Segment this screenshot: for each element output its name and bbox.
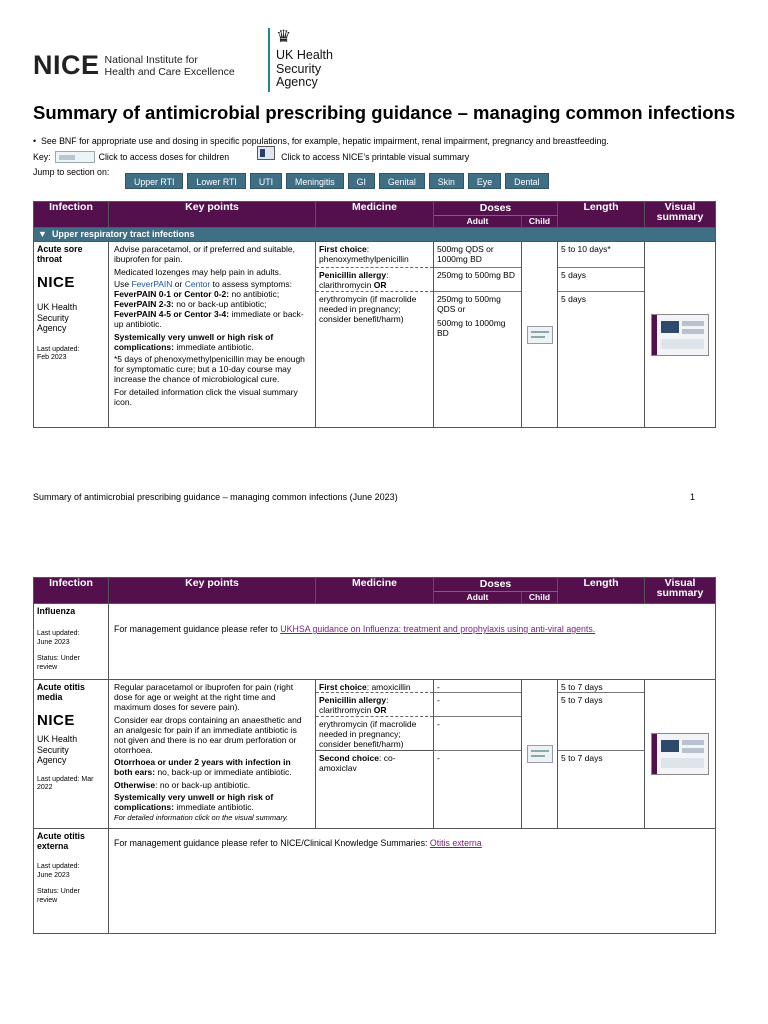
course-length: 5 to 10 days* [558, 242, 644, 268]
medicine-name: : clarithromycin [319, 270, 389, 290]
agency-line3: Agency [37, 323, 67, 333]
medicine-label: Second choice [319, 753, 379, 763]
ukhsa-agency-text [37, 734, 105, 766]
key-point [114, 780, 310, 790]
nav-skin-button[interactable]: Skin [429, 173, 464, 189]
infection-cell [34, 242, 109, 428]
guidance-reference-text: For management guidance please refer to NICE/Clinical Knowledge Summaries: [114, 838, 430, 848]
nav-upper-rti-button[interactable]: Upper RTI [125, 173, 183, 189]
medicine-option [316, 693, 433, 717]
infection-name [37, 831, 105, 851]
infection-name-line1: Acute otitis [37, 682, 85, 692]
infection-name-line1: Acute sore [37, 244, 83, 254]
medicine-cell [316, 680, 434, 829]
guidance-reference-text: For management guidance please refer to [114, 624, 281, 634]
medicine-name: : amoxicillin [366, 682, 411, 692]
key-point-text: no, back-up or immediate antibiotic. [155, 767, 292, 777]
nice-small-logo: NICE [37, 712, 75, 729]
last-updated [37, 863, 105, 880]
key-point-text: or [172, 279, 185, 289]
nav-eye-button[interactable]: Eye [468, 173, 501, 189]
last-updated-date: 2022 [37, 784, 53, 791]
last-updated-date: Feb 2023 [37, 354, 67, 361]
header-adult: Adult [434, 216, 522, 228]
adult-dose: - [434, 717, 521, 751]
table-row-otitis-media [34, 680, 716, 829]
header-medicine: Medicine [316, 578, 434, 604]
table-row-sore-throat [34, 242, 716, 428]
medicine-option [316, 680, 433, 693]
review-status-line1: Status: Under [37, 888, 80, 895]
infection-name-line2: media [37, 692, 63, 702]
last-updated-label: Last updated: [37, 630, 80, 637]
medicine-or: OR [373, 280, 387, 290]
table-row-otitis-externa [34, 829, 716, 934]
guidance-table-1 [33, 201, 716, 428]
medicine-label: Penicillin allergy [319, 270, 387, 280]
header-visual-summary [645, 202, 716, 228]
review-status-line1: Status: Under [37, 655, 80, 662]
key-point: For detailed information click the visual summary icon. [114, 386, 298, 407]
nice-subtitle-line2: Health and Care Excellence [104, 65, 235, 78]
medicine-label: Penicillin allergy [319, 695, 387, 705]
nice-logo [33, 50, 235, 81]
adult-dose [434, 292, 521, 340]
medicine-label: First choice [319, 244, 367, 254]
nav-dental-button[interactable]: Dental [505, 173, 548, 189]
infection-cell [34, 604, 109, 680]
nice-logo-text: NICE [33, 50, 100, 80]
infection-name-line1: Acute otitis [37, 831, 85, 841]
header-child: Child [522, 592, 558, 604]
child-doses-icon[interactable] [527, 326, 553, 344]
key-point-bold: Systemically very unwell or high risk of complications: [114, 792, 274, 812]
ukhsa-logo-bar [268, 28, 270, 92]
centor-link[interactable]: Centor [184, 279, 211, 289]
key-point-bold: FeverPAIN 4-5 or Centor 3-4: [114, 309, 230, 319]
key-children-text: Click to access doses for children [98, 152, 230, 162]
last-updated [37, 630, 105, 647]
ukhsa-logo [268, 28, 333, 92]
last-updated-label: Last updated: [37, 863, 80, 870]
nice-subtitle-line1: National Institute for [104, 53, 198, 66]
course-length: 5 to 7 days [558, 693, 644, 751]
adult-dose-cell [434, 242, 522, 428]
table-row-influenza [34, 604, 716, 680]
last-updated [37, 776, 105, 793]
nav-uti-button[interactable]: UTI [250, 173, 282, 189]
child-dose-cell [522, 242, 558, 428]
key-point-text: Use [114, 279, 132, 289]
key-point-bold: FeverPAIN 2-3: [114, 299, 174, 309]
ukhsa-line2: Security [276, 61, 322, 76]
key-points-cell [109, 680, 316, 829]
agency-line1: UK Health [37, 302, 78, 312]
header-infection: Infection [34, 578, 109, 604]
medicine-or: OR [373, 705, 387, 715]
key-point: Medicated lozenges may help pain in adults. [114, 266, 282, 277]
key-point-text: to assess symptoms: [210, 279, 292, 289]
header-doses: Doses [434, 202, 558, 216]
review-status-line2: review [37, 896, 58, 904]
key-label: Key: [33, 152, 51, 162]
adult-dose: - [437, 753, 440, 763]
agency-line2: Security [37, 312, 69, 323]
infection-cell [34, 680, 109, 829]
visual-summary-cell [645, 680, 716, 829]
key-point: For detailed information click on the visual summary. [114, 813, 289, 822]
course-length: 5 days [561, 294, 587, 304]
nav-meningitis-button[interactable]: Meningitis [286, 173, 344, 189]
visual-summary-thumbnail-icon[interactable] [651, 314, 709, 356]
header-medicine: Medicine [316, 202, 434, 228]
bnf-note: • See BNF for appropriate use and dosing in specific populations, for example, hepatic impairment, renal impairment, pregnancy and breastfeeding. [33, 136, 609, 146]
infection-name: Influenza [37, 606, 76, 616]
infection-name [37, 244, 105, 264]
key-point [114, 289, 310, 329]
section-nav [125, 173, 549, 189]
agency-line2: Security [37, 744, 69, 755]
child-doses-thumbnail-icon [55, 151, 95, 163]
child-dose-cell [522, 680, 558, 829]
course-length: 5 to 7 days [558, 680, 644, 693]
key-point-bold: FeverPAIN 0-1 or Centor 0-2: [114, 289, 230, 299]
ukhsa-influenza-link[interactable]: UKHSA guidance on Influenza: treatment and prophylaxis using anti-viral agents. [280, 624, 596, 634]
page-number: 1 [690, 492, 696, 502]
review-status [37, 655, 105, 672]
medicine-option: erythromycin (if macrolide needed in pregnancy; consider benefit/harm) [319, 294, 417, 324]
key-point: Consider ear drops containing an anaesthetic and an analgesic for pain if an immediate antibiotic is not given and there is no ear drum perforation or otorrhoea. [114, 714, 302, 755]
key-legend [33, 150, 469, 164]
medicine-option [316, 751, 433, 775]
header-infection: Infection [34, 202, 109, 228]
medicine-label: First choice [319, 682, 367, 692]
ukhsa-line1: UK Health [276, 48, 333, 62]
guidance-reference-cell [109, 604, 716, 680]
header-visual-line1: Visual [664, 577, 696, 589]
header-visual-summary [645, 578, 716, 604]
bnf-note-text: See BNF for appropriate use and dosing in specific populations, for example, hepatic impairment, renal impairment, pregnancy and breastfeeding. [40, 136, 609, 146]
key-point-text: no or back-up antibiotic; [173, 299, 267, 309]
review-status-line2: review [37, 663, 58, 671]
section-upper-rti-label: Upper respiratory tract infections [51, 229, 195, 239]
key-point: *5 days of phenoxymethylpenicillin may be enough for symptomatic cure; but a 10-day course may increase the chance of microbiological cure. [114, 354, 305, 384]
visual-summary-icon [257, 146, 275, 160]
header-child: Child [522, 216, 558, 228]
page-title: Summary of antimicrobial prescribing guidance – managing common infections [33, 102, 736, 123]
adult-dose: 500mg QDS or 1000mg BD [434, 242, 521, 268]
key-point [114, 757, 310, 777]
course-length: 5 days [558, 268, 644, 292]
key-point-bold: Systemically very unwell or high risk of complications: [114, 331, 274, 352]
infection-name-line2: throat [37, 254, 62, 264]
key-point-text: immediate antibiotic. [173, 802, 254, 812]
key-points-cell [109, 242, 316, 428]
key-point-text: no antibiotic; [229, 289, 280, 299]
medicine-cell [316, 242, 434, 428]
medicine-name: : co-amoxiclav [319, 753, 396, 773]
header-adult: Adult [434, 592, 522, 604]
key-point [114, 792, 310, 812]
guidance-reference-cell [109, 829, 716, 934]
length-cell [558, 680, 645, 829]
last-updated-label: Last updated: Mar [37, 775, 94, 783]
otitis-externa-link[interactable]: Otitis externa [429, 838, 482, 848]
infection-name-line2: externa [37, 841, 69, 851]
infection-name [37, 682, 105, 702]
adult-dose: - [434, 680, 521, 693]
visual-summary-cell [645, 242, 716, 428]
header-doses: Doses [434, 578, 558, 592]
nice-small-logo: NICE [37, 274, 75, 291]
nav-genital-button[interactable]: Genital [379, 173, 425, 189]
medicine-option [316, 242, 433, 268]
section-header-upper-rti[interactable] [34, 228, 716, 242]
nav-lower-rti-button[interactable]: Lower RTI [187, 173, 245, 189]
medicine-name: : phenoxymethylpenicillin [319, 244, 409, 264]
adult-dose: 250mg to 500mg BD [434, 268, 521, 292]
guidance-table-2 [33, 577, 716, 934]
ukhsa-agency-text [37, 302, 105, 334]
medicine-option [316, 268, 433, 292]
length-cell [558, 242, 645, 428]
key-visual-text: Click to access NICE’s printable visual summary [281, 152, 470, 162]
key-point: Advise paracetamol, or if preferred and suitable, ibuprofen for pain. [114, 244, 295, 264]
triangle-down-icon: ▼ [38, 229, 47, 239]
header-visual-line1: Visual [664, 201, 696, 213]
key-point-text: immediate antibiotic. [173, 341, 254, 352]
nice-subtitle [105, 54, 235, 78]
header-visual-line2: summary [656, 211, 704, 223]
header-key-points: Key points [109, 202, 316, 228]
footer-title: Summary of antimicrobial prescribing guidance – managing common infections (June 2023) [33, 492, 398, 502]
course-length: 5 to 7 days [561, 753, 603, 763]
header-length: Length [558, 578, 645, 604]
last-updated-date: June 2023 [37, 871, 70, 879]
child-doses-icon[interactable] [527, 745, 553, 763]
ukhsa-line3: Agency [276, 75, 318, 89]
medicine-name: : clarithromycin [319, 695, 389, 715]
adult-dose-line1: 250mg to 500mg QDS or [437, 294, 501, 314]
ukhsa-logo-text [276, 28, 333, 92]
key-point-bold: Otorrhoea or under 2 years with infection in both ears: [114, 757, 291, 777]
header-visual-line2: summary [656, 587, 704, 599]
agency-line3: Agency [37, 755, 67, 765]
header-length: Length [558, 202, 645, 228]
key-point-text: : no or back-up antibiotic. [155, 779, 251, 790]
nav-gi-button[interactable]: GI [348, 173, 375, 189]
key-point [114, 332, 310, 352]
adult-dose-line2: 500mg to 1000mg BD [437, 318, 506, 338]
last-updated [37, 346, 105, 363]
last-updated-label: Last updated: [37, 345, 80, 353]
adult-dose: - [434, 693, 521, 717]
adult-dose-cell [434, 680, 522, 829]
visual-summary-thumbnail-icon[interactable] [651, 733, 709, 775]
key-point-bold: Otherwise [114, 779, 156, 790]
medicine-option: erythromycin (if macrolide needed in pregnancy; consider benefit/harm) [316, 717, 433, 751]
header-key-points: Key points [109, 578, 316, 604]
agency-line1: UK Health [37, 734, 78, 744]
feverpain-link[interactable]: FeverPAIN [131, 279, 173, 289]
key-point-text: immediate or back-up antibiotic. [114, 309, 304, 329]
jump-label: Jump to section on: [33, 167, 110, 177]
infection-cell [34, 829, 109, 934]
review-status [37, 888, 105, 905]
key-point: Regular paracetamol or ibuprofen for pain (right dose for age or weight at the right time and maximum doses for severe pain). [114, 682, 294, 712]
last-updated-date: June 2023 [37, 638, 70, 646]
royal-crest-icon: ♛ [276, 27, 292, 46]
key-point [114, 279, 310, 289]
